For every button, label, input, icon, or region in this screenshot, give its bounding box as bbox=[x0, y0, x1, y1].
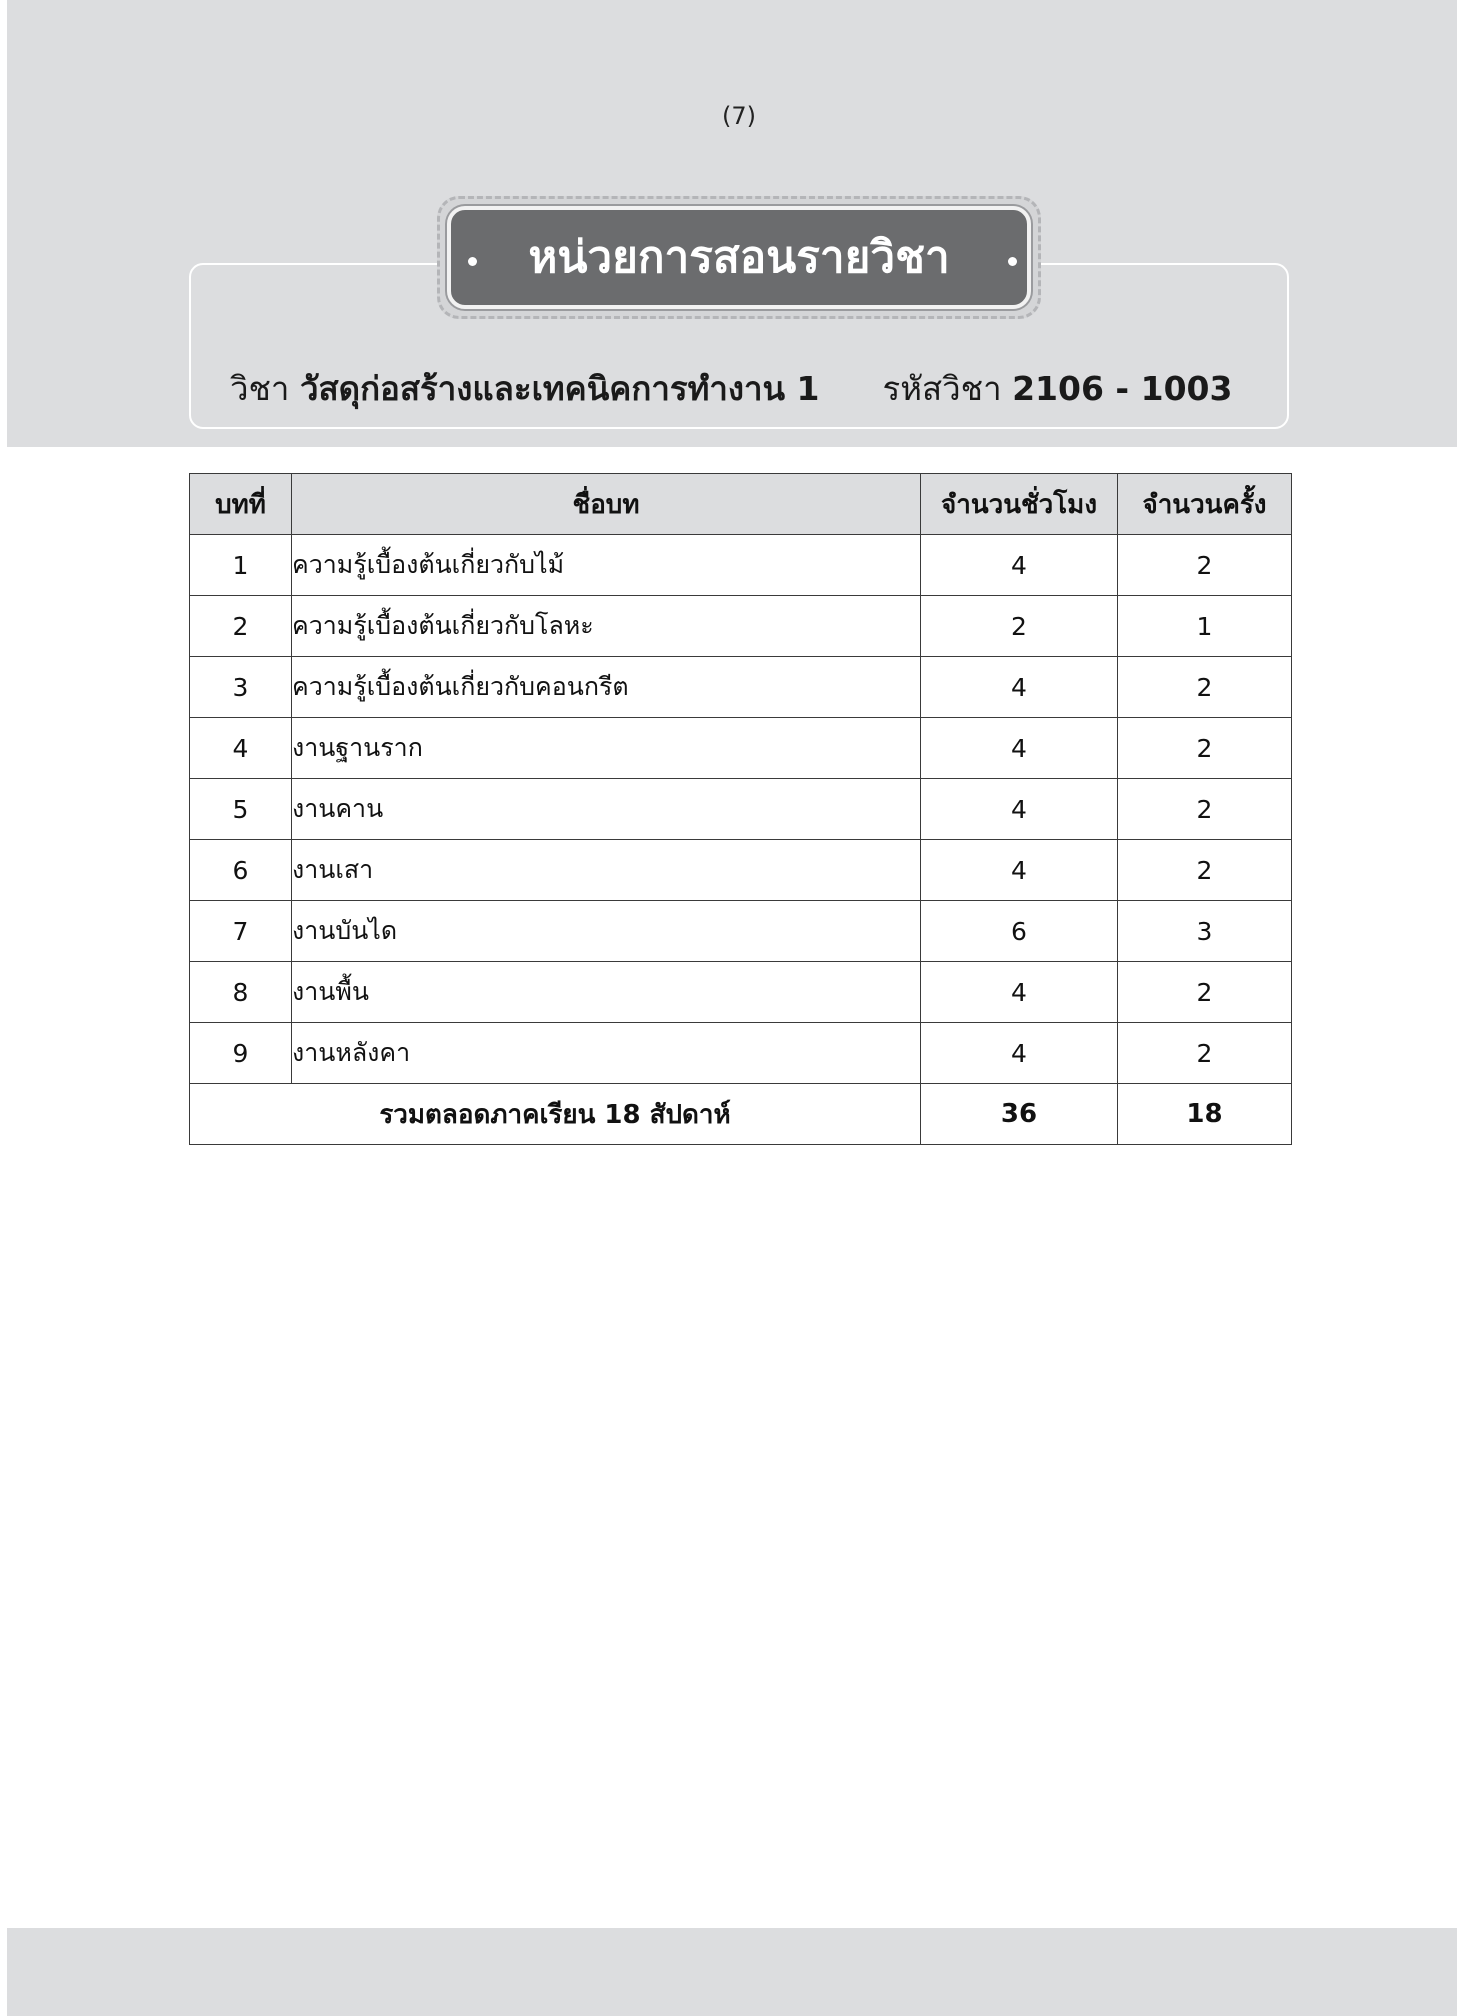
cell-sessions: 2 bbox=[1118, 535, 1292, 596]
cell-chapter-number: 5 bbox=[190, 779, 292, 840]
header-chapter-name: ชื่อบท bbox=[292, 474, 921, 535]
cell-sessions: 2 bbox=[1118, 840, 1292, 901]
title-dot-left bbox=[468, 257, 477, 266]
cell-chapter-name: งานบันได bbox=[292, 901, 921, 962]
table-row bbox=[190, 596, 1292, 657]
header-chapter: บทที่ bbox=[190, 474, 292, 535]
cell-hours: 2 bbox=[921, 596, 1118, 657]
total-label: รวมตลอดภาคเรียน 18 สัปดาห์ bbox=[190, 1084, 921, 1145]
cell-sessions: 2 bbox=[1118, 718, 1292, 779]
cell-chapter-name: ความรู้เบื้องต้นเกี่ยวกับโลหะ bbox=[292, 596, 921, 657]
cell-chapter-name: งานฐานราก bbox=[292, 718, 921, 779]
total-hours: 36 bbox=[921, 1084, 1118, 1145]
cell-hours: 4 bbox=[921, 718, 1118, 779]
cell-chapter-name: งานพื้น bbox=[292, 962, 921, 1023]
teaching-units-table bbox=[189, 473, 1292, 1145]
cell-sessions: 2 bbox=[1118, 1023, 1292, 1084]
cell-sessions: 3 bbox=[1118, 901, 1292, 962]
table-header-row bbox=[190, 474, 1292, 535]
cell-hours: 4 bbox=[921, 840, 1118, 901]
total-sessions: 18 bbox=[1118, 1084, 1292, 1145]
cell-sessions: 2 bbox=[1118, 962, 1292, 1023]
subject-label: วิชา bbox=[230, 369, 290, 408]
cell-hours: 4 bbox=[921, 657, 1118, 718]
cell-chapter-number: 9 bbox=[190, 1023, 292, 1084]
cell-chapter-number: 2 bbox=[190, 596, 292, 657]
cell-chapter-number: 4 bbox=[190, 718, 292, 779]
table-row bbox=[190, 1023, 1292, 1084]
cell-chapter-name: งานหลังคา bbox=[292, 1023, 921, 1084]
subject-code-label: รหัสวิชา bbox=[882, 369, 1002, 408]
table-row bbox=[190, 962, 1292, 1023]
cell-hours: 4 bbox=[921, 779, 1118, 840]
cell-chapter-number: 1 bbox=[190, 535, 292, 596]
table-total-row bbox=[190, 1084, 1292, 1145]
header-sessions: จำนวนครั้ง bbox=[1118, 474, 1292, 535]
cell-sessions: 2 bbox=[1118, 657, 1292, 718]
cell-chapter-number: 7 bbox=[190, 901, 292, 962]
cell-chapter-name: งานคาน bbox=[292, 779, 921, 840]
header-hours: จำนวนชั่วโมง bbox=[921, 474, 1118, 535]
cell-chapter-number: 6 bbox=[190, 840, 292, 901]
subject-name: วัสดุก่อสร้างและเทคนิคการทำงาน 1 bbox=[299, 369, 820, 408]
page-number: (7) bbox=[722, 102, 756, 130]
table-row bbox=[190, 779, 1292, 840]
cell-sessions: 2 bbox=[1118, 779, 1292, 840]
page-title: หน่วยการสอนรายวิชา bbox=[528, 232, 950, 283]
cell-chapter-number: 3 bbox=[190, 657, 292, 718]
cell-chapter-name: ความรู้เบื้องต้นเกี่ยวกับคอนกรีต bbox=[292, 657, 921, 718]
table-row bbox=[190, 535, 1292, 596]
cell-hours: 4 bbox=[921, 535, 1118, 596]
subject-line bbox=[230, 362, 1232, 415]
cell-chapter-name: งานเสา bbox=[292, 840, 921, 901]
cell-hours: 4 bbox=[921, 1023, 1118, 1084]
table-row bbox=[190, 840, 1292, 901]
table-row bbox=[190, 718, 1292, 779]
title-dot-right bbox=[1008, 257, 1017, 266]
cell-hours: 6 bbox=[921, 901, 1118, 962]
cell-sessions: 1 bbox=[1118, 596, 1292, 657]
subject-code: 2106 - 1003 bbox=[1012, 369, 1233, 408]
cell-chapter-name: ความรู้เบื้องต้นเกี่ยวกับไม้ bbox=[292, 535, 921, 596]
footer-band bbox=[7, 1928, 1457, 2016]
cell-hours: 4 bbox=[921, 962, 1118, 1023]
table-row bbox=[190, 657, 1292, 718]
table-row bbox=[190, 901, 1292, 962]
cell-chapter-number: 8 bbox=[190, 962, 292, 1023]
